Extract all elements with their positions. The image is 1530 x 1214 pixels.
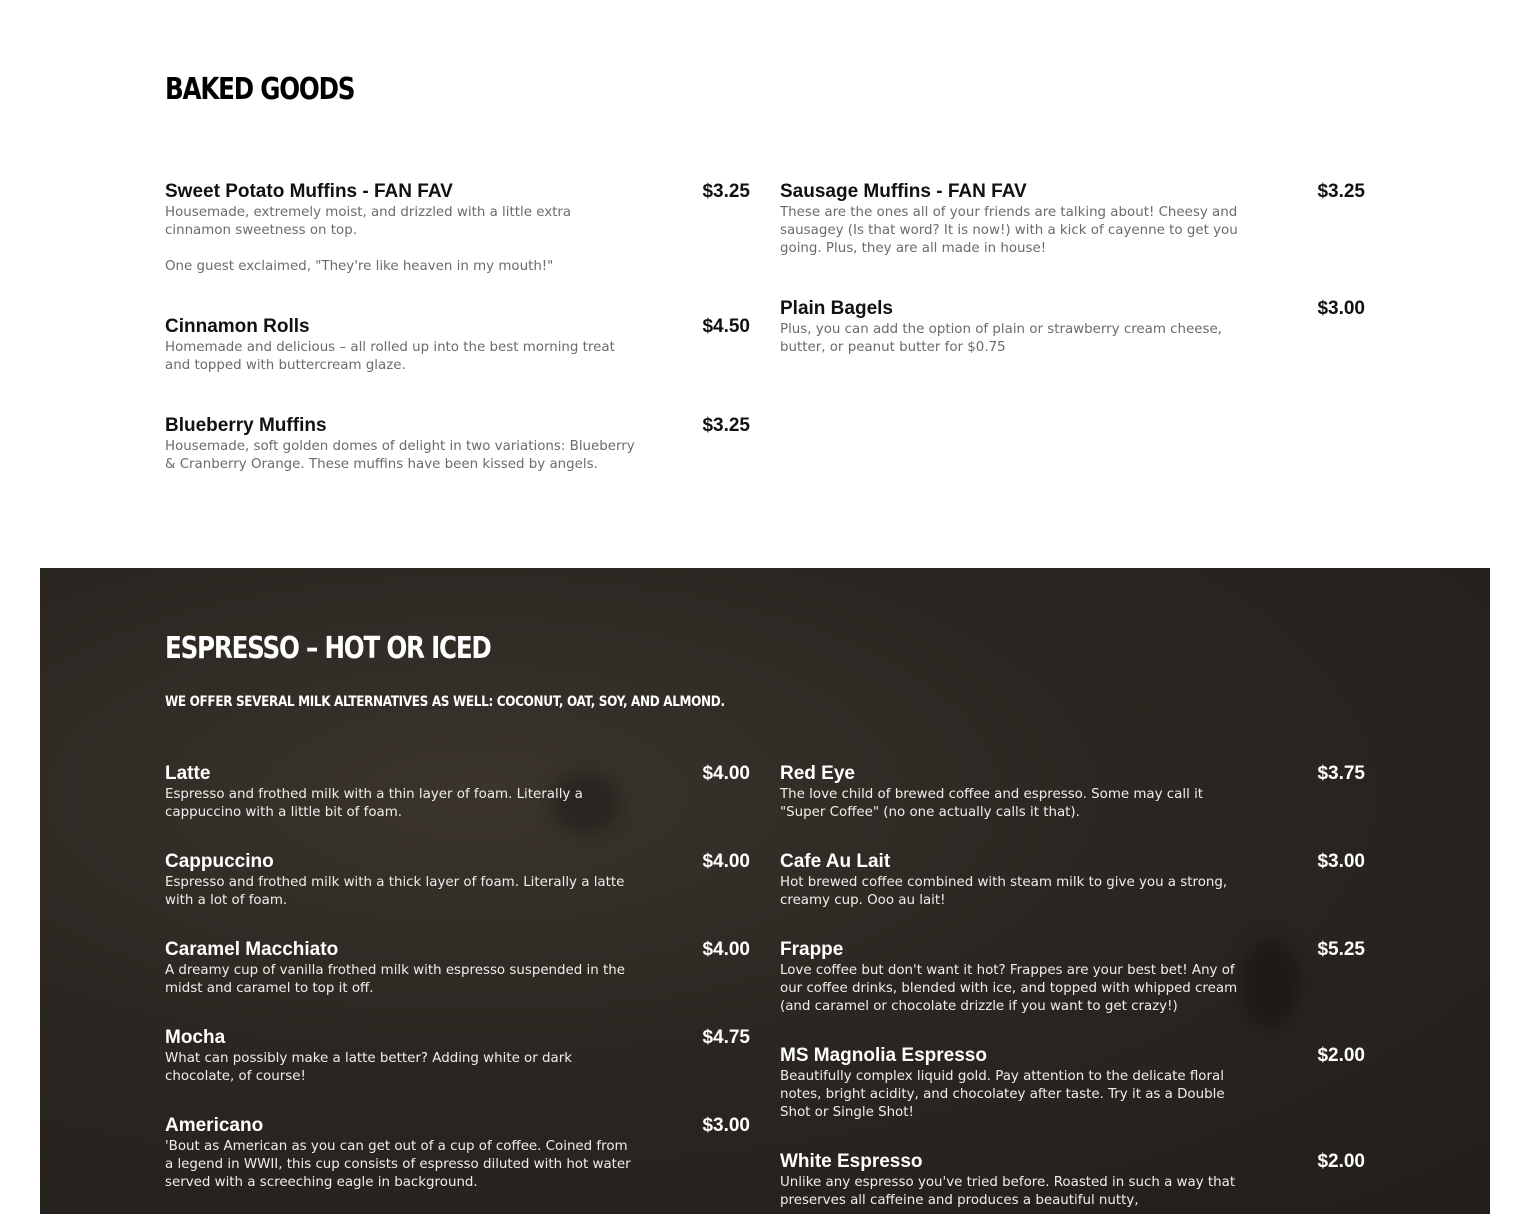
menu-item-name: White Espresso [780,1151,923,1172]
menu-item-description: Espresso and frothed milk with a thin layer of foam. Literally a cappuccino with a little bit of foam. [165,787,583,820]
menu-item [780,939,1365,1016]
menu-item [780,1151,1365,1210]
menu-item-name: Cinnamon Rolls [165,316,310,337]
menu-item-price: $4.50 [702,316,750,337]
menu-item [780,851,1365,910]
menu-item-description: Love coffee but don't want it hot? Frappes are your best bet! Any of our coffee drinks, blended with ice, and topped with whipped cream (and caramel or chocolate drizzle if you want to get crazy!) [780,963,1238,1014]
menu-item [165,939,750,998]
menu-item-description: Homemade and delicious – all rolled up into the best morning treat and topped with buttercream glaze. [165,340,615,373]
menu-item-name: Cappuccino [165,851,274,872]
menu-item-description: 'Bout as American as you can get out of a cup of coffee. Coined from a legend in WWII, this cup consists of espresso diluted with hot water served with a screeching eagle in background. [165,1139,631,1190]
espresso-section [40,568,1490,1214]
menu-item-price: $3.00 [1317,298,1365,319]
menu-item-name: Americano [165,1115,264,1136]
espresso-subtitle: WE OFFER SEVERAL MILK ALTERNATIVES AS WELL: COCONUT, OAT, SOY, AND ALMOND. [165,694,725,710]
baked-goods-title: BAKED GOODS [165,72,355,107]
menu-item [780,1045,1365,1122]
menu-item [165,763,750,822]
menu-item-name: Sweet Potato Muffins - FAN FAV [165,181,453,202]
menu-item-name: Plain Bagels [780,298,893,319]
menu-item-description: Housemade, soft golden domes of delight in two variations: Blueberry & Cranberry Orange. These muffins have been kissed by angels. [165,439,635,472]
menu-item-name: Sausage Muffins - FAN FAV [780,181,1027,202]
menu-item [780,298,1365,357]
menu-item-description: These are the ones all of your friends are talking about! Cheesy and sausagey (Is that word? It is now!) with a kick of cayenne to get you going. Plus, they are all made in house! [780,205,1238,256]
menu-item-name: Latte [165,763,211,784]
espresso-title: ESPRESSO – HOT OR ICED [165,631,491,666]
menu-item [165,1115,750,1192]
menu-item-name: Cafe Au Lait [780,851,891,872]
menu-item [780,181,1365,258]
menu-item [165,851,750,910]
menu-item-description: Espresso and frothed milk with a thick layer of foam. Literally a latte with a lot of foam. [165,875,625,908]
menu-item-name: Mocha [165,1027,226,1048]
menu-item-name: Frappe [780,939,844,960]
menu-item-price: $5.25 [1317,939,1365,960]
menu-item-description: Unlike any espresso you've tried before. Roasted in such a way that preserves all caffeine and produces a beautiful nutty, [780,1175,1236,1208]
menu-item-price: $4.75 [702,1027,750,1048]
menu-item [165,316,750,375]
menu-item-name: Red Eye [780,763,855,784]
menu-item-price: $3.75 [1317,763,1365,784]
menu-item-description: Beautifully complex liquid gold. Pay attention to the delicate floral notes, bright acidity, and chocolatey after taste. Try it as a Double Shot or Single Shot! [780,1069,1225,1120]
menu-item-price: $3.25 [702,181,750,202]
menu-item-price: $3.00 [702,1115,750,1136]
menu-item-description: Plus, you can add the option of plain or strawberry cream cheese, butter, or peanut butter for $0.75 [780,322,1222,355]
menu-item [165,1027,750,1086]
menu-item-price: $3.00 [1317,851,1365,872]
menu-item-price: $3.25 [1317,181,1365,202]
menu-item-name: MS Magnolia Espresso [780,1045,987,1066]
menu-item-price: $2.00 [1317,1045,1365,1066]
menu-item-name: Blueberry Muffins [165,415,327,436]
baked-goods-section [0,0,1530,568]
menu-item-name: Caramel Macchiato [165,939,339,960]
menu-item-price: $4.00 [702,851,750,872]
menu-item-price: $4.00 [702,763,750,784]
menu-item [165,181,750,276]
menu-item-price: $2.00 [1317,1151,1365,1172]
menu-item-description: Hot brewed coffee combined with steam milk to give you a strong, creamy cup. Ooo au lait! [780,875,1228,908]
menu-item-price: $3.25 [702,415,750,436]
menu-item-description: Housemade, extremely moist, and drizzled with a little extra cinnamon sweetness on top. One guest exclaimed, "They're like heaven in my mouth!" [165,205,572,274]
menu-item-description: A dreamy cup of vanilla frothed milk with espresso suspended in the midst and caramel to top it off. [165,963,625,996]
menu-item [165,415,750,474]
menu-item-description: The love child of brewed coffee and espresso. Some may call it "Super Coffee" (no one actually calls it that). [780,787,1204,820]
menu-item [780,763,1365,822]
menu-item-description: What can possibly make a latte better? Adding white or dark chocolate, of course! [165,1051,572,1084]
menu-item-price: $4.00 [702,939,750,960]
